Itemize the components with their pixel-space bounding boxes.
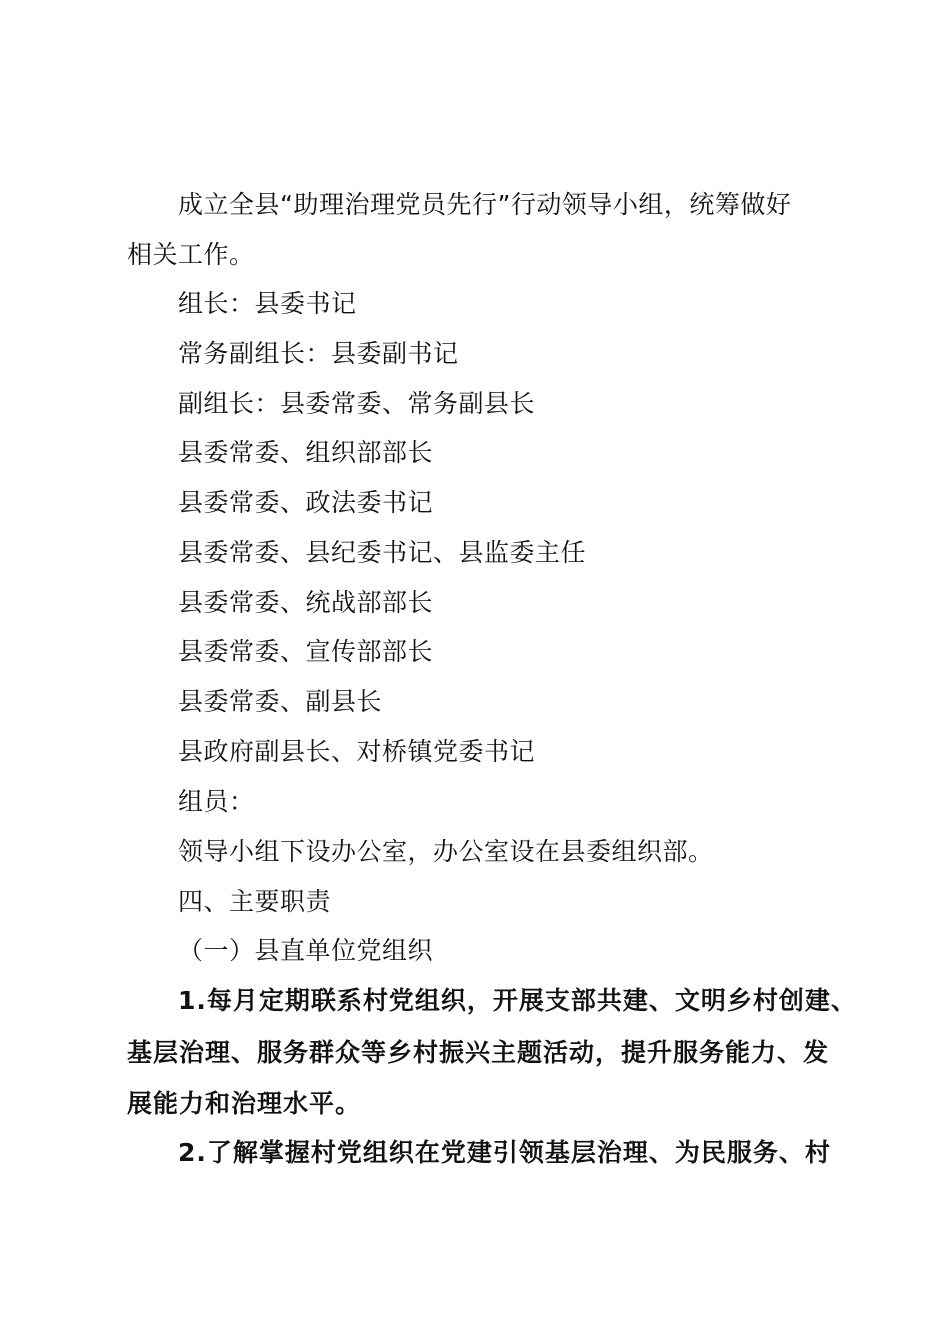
deputy-line-6: 县委常委、宣传部部长 — [178, 637, 434, 666]
item-1-line-3: 展能力和治理水平。 — [127, 1089, 362, 1118]
office-line: 领导小组下设办公室，办公室设在县委组织部。 — [178, 837, 714, 866]
item-2-line-1: 2.了解掌握村党组织在党建引领基层治理、为民服务、村 — [178, 1138, 831, 1167]
exec-deputy-line: 常务副组长：县委副书记 — [178, 339, 459, 368]
section-heading: 四、主要职责 — [178, 887, 332, 916]
deputy-line-8: 县政府副县长、对桥镇党委书记 — [178, 737, 536, 766]
deputy-line-5: 县委常委、统战部部长 — [178, 588, 434, 617]
deputy-line-3: 县委常委、政法委书记 — [178, 488, 434, 517]
deputy-line-2: 县委常委、组织部部长 — [178, 438, 434, 467]
intro-paragraph-line-1: 成立全县“助理治理党员先行”行动领导小组，统筹做好 — [178, 190, 792, 219]
subsection-heading: （一）县直单位党组织 — [178, 936, 434, 965]
item-1-line-1: 1.每月定期联系村党组织，开展支部共建、文明乡村创建、 — [178, 986, 857, 1015]
item-1-line-2: 基层治理、服务群众等乡村振兴主题活动，提升服务能力、发 — [127, 1038, 830, 1067]
members-line: 组员： — [178, 787, 255, 816]
leader-line: 组长：县委书记 — [178, 289, 357, 318]
deputy-line-4: 县委常委、县纪委书记、县监委主任 — [178, 538, 587, 567]
deputy-line: 副组长：县委常委、常务副县长 — [178, 389, 536, 418]
intro-paragraph-line-2: 相关工作。 — [127, 240, 255, 269]
deputy-line-7: 县委常委、副县长 — [178, 687, 383, 716]
